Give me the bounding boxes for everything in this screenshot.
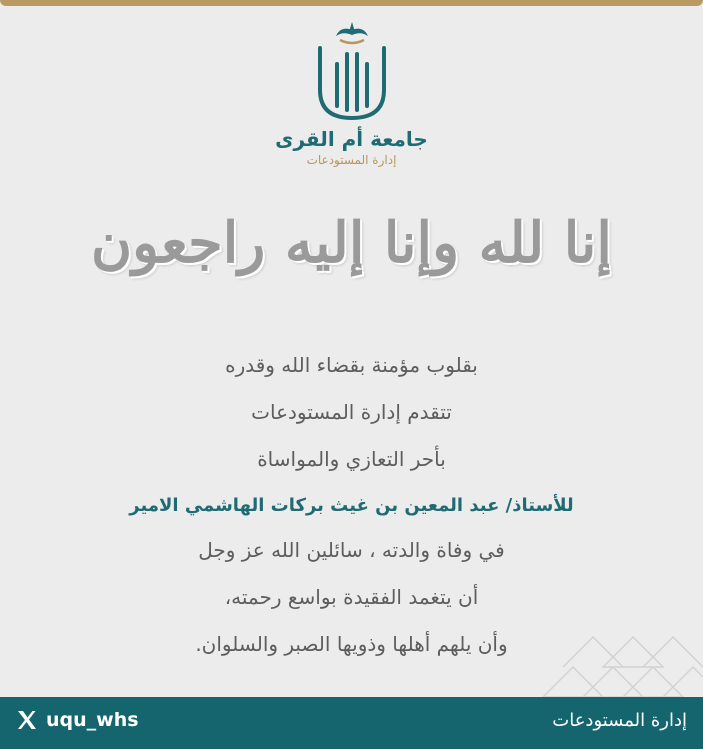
footer-department: إدارة المستودعات: [552, 710, 687, 731]
message-line: بأحر التعازي والمواساة: [257, 447, 446, 471]
message-line: في وفاة والدته ، سائلين الله عز وجل: [198, 538, 505, 562]
footer-bar: [0, 697, 703, 749]
department-name: إدارة المستودعات: [306, 153, 397, 167]
social-handle[interactable]: [16, 709, 139, 731]
message-line: وأن يلهم أهلها وذويها الصبر والسلوان.: [195, 632, 508, 656]
message-line: تتقدم إدارة المستودعات: [251, 400, 452, 424]
university-logo: [0, 18, 703, 167]
university-name: جامعة أم القرى: [275, 127, 428, 151]
message-body: [0, 345, 703, 671]
recipient-name: للأستاذ/ عبد المعين بن غيث بركات الهاشمي الامير: [129, 495, 574, 516]
x-logo-icon: [16, 709, 38, 731]
x-handle-text: uqu_whs: [46, 709, 139, 731]
decorative-pattern: [533, 627, 703, 697]
condolence-heading: إنا لله وإنا إليه راجعون: [91, 210, 612, 276]
message-line: بقلوب مؤمنة بقضاء الله وقدره: [225, 353, 478, 377]
message-line: أن يتغمد الفقيدة بواسع رحمته،: [224, 585, 479, 609]
top-decorative-band: [0, 0, 703, 6]
university-emblem-icon: [312, 18, 392, 123]
